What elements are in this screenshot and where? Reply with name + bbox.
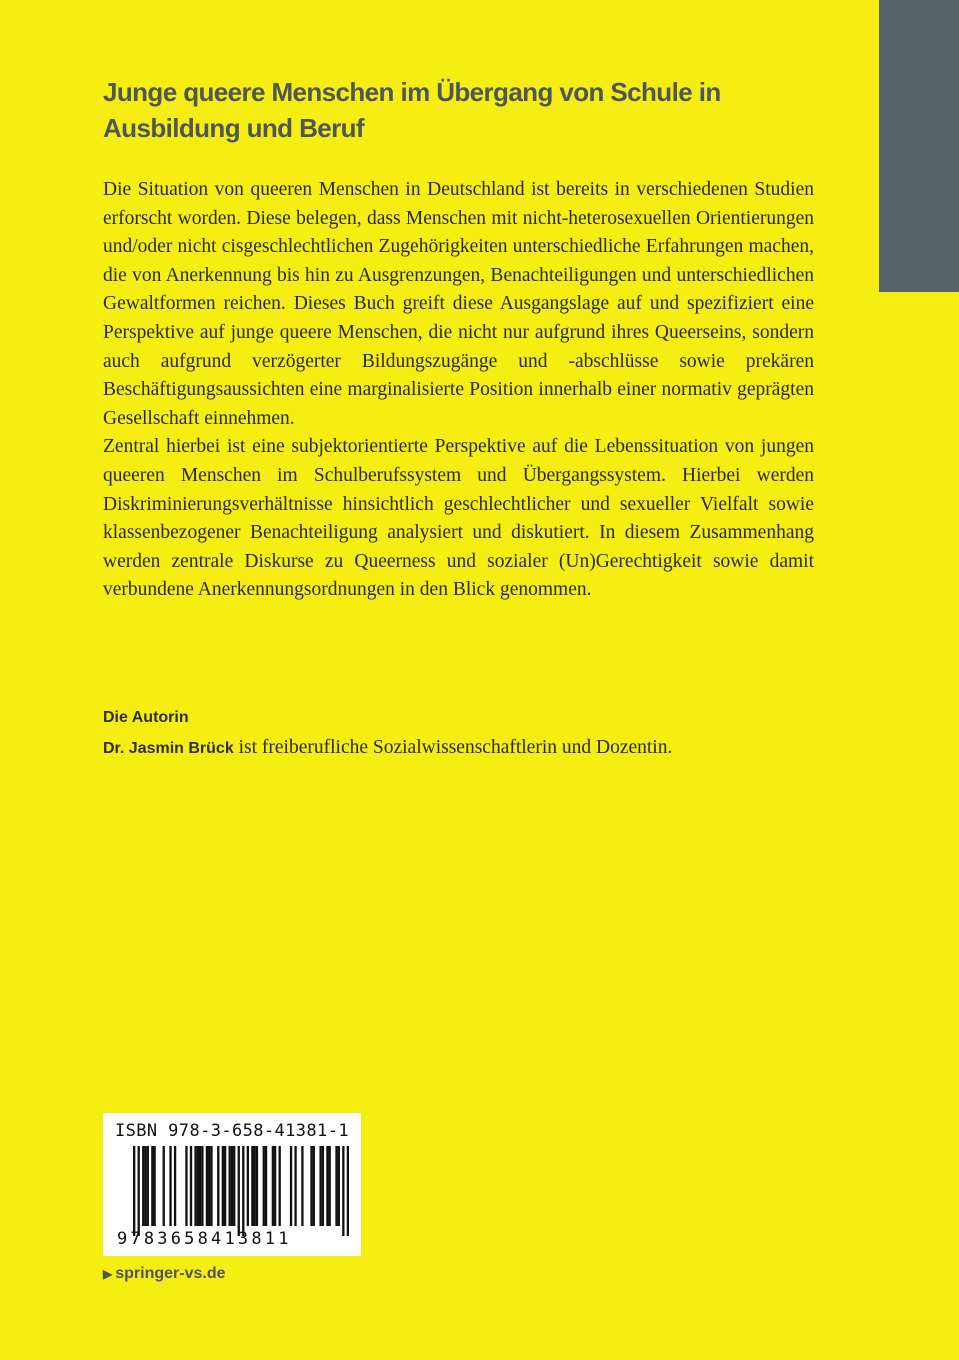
barcode-bar (201, 1146, 203, 1226)
barcode-bar (190, 1146, 192, 1226)
barcode-bar (326, 1146, 328, 1226)
barcode-bar (151, 1146, 153, 1226)
barcode-bar (228, 1146, 230, 1226)
author-heading: Die Autorin (103, 709, 189, 726)
barcode-bar (272, 1146, 274, 1226)
barcode-bar (310, 1146, 312, 1226)
barcode-bar (133, 1146, 135, 1236)
author-bio-text: ist freiberufliche Sozialwissenschaftlerin und Dozentin. (233, 737, 673, 758)
barcode-bar (142, 1146, 144, 1226)
publisher-url: springer-vs.de (115, 1265, 226, 1282)
author-name: Dr. Jasmin Brück (103, 740, 234, 757)
barcode-bar (174, 1146, 176, 1226)
barcode-bar (265, 1146, 267, 1226)
barcode-bar (313, 1146, 315, 1226)
barcode-bar (247, 1146, 249, 1226)
barcode-bars (133, 1146, 349, 1236)
barcode-bar (233, 1146, 235, 1226)
barcode-bar (210, 1146, 212, 1226)
barcode-bar (224, 1146, 226, 1226)
barcode-bar (329, 1146, 331, 1226)
blurb (103, 176, 814, 605)
barcode-bar (347, 1146, 349, 1236)
barcode-bar (263, 1146, 265, 1226)
barcode-bar (256, 1146, 258, 1226)
barcode-bar (217, 1146, 219, 1226)
barcode (103, 1113, 361, 1256)
barcode-bar (206, 1146, 208, 1226)
publisher-link[interactable] (103, 1263, 226, 1285)
barcode-bar (279, 1146, 281, 1226)
barcode-bar (163, 1146, 165, 1226)
barcode-bar (199, 1146, 201, 1226)
barcode-bar (197, 1146, 199, 1226)
barcode-bar (254, 1146, 256, 1226)
barcode-bar (251, 1146, 253, 1226)
isbn-label: ISBN 978-3-658-41381-1 (115, 1121, 349, 1141)
barcode-bar (153, 1146, 155, 1226)
blurb-paragraph-1: Die Situation von queeren Menschen in Deutschland ist bereits in verschiedenen Studien erforscht worden. Diese belegen, dass Menschen mit nicht-heterosexuellen Orientierungen und/oder nicht cisgeschlechtlichen Zugehörigkeiten unterschiedliche Erfahrungen machen, die von Anerkennung bis hin zu Ausgrenzungen, Benachteiligungen und unterschiedlichen Gewaltformen reichen. Dieses Buch greift diese Ausgangslage auf und spezifiziert eine Perspektive auf junge queere Menschen, die nicht nur aufgrund ihres Queerseins, sondern auch aufgrund verzögerter Bildungszugänge und -abschlüsse sowie prekären Beschäftigungsaussichten eine marginalisierte Position innerhalb einer normativ geprägten Gesellschaft einnehmen. (103, 179, 814, 429)
barcode-bar (169, 1146, 171, 1226)
barcode-bar (322, 1146, 324, 1226)
author-bio (103, 734, 863, 763)
barcode-bar (144, 1146, 146, 1226)
barcode-bar (138, 1146, 140, 1236)
blurb-paragraph-2: Zentral hierbei ist eine subjektorientierte Perspektive auf die Lebenssituation von jungen queeren Menschen im Schulberufssystem und Übergangssystem. Hierbei werden Diskriminierungsverhältnisse hinsichtlich geschlechtlicher und sexueller Vielfalt sowie klassenbezogener Benachteiligung analysiert und diskutiert. In diesem Zusammenhang werden zentrale Diskurse zu Queerness und sozialer (Un)Gerechtigkeit sowie damit verbundene Anerkennungsordnungen in den Blick genommen. (103, 436, 814, 601)
barcode-bar (194, 1146, 196, 1226)
barcode-digits: 9783658413811 (117, 1229, 292, 1249)
barcode-bar (294, 1146, 296, 1226)
spine-tab (879, 0, 959, 292)
barcode-bar (185, 1146, 187, 1226)
barcode-bar (338, 1146, 340, 1226)
barcode-bar (290, 1146, 292, 1226)
barcode-bar (335, 1146, 337, 1226)
triangle-right-icon: ▶ (103, 1267, 113, 1281)
barcode-bar (274, 1146, 276, 1226)
barcode-bar (222, 1146, 224, 1226)
book-title: Junge queere Menschen im Übergang von Schule in Ausbildung und Beruf (103, 77, 721, 143)
barcode-bar (238, 1146, 240, 1236)
barcode-bar (208, 1146, 210, 1226)
barcode-bar (342, 1146, 344, 1236)
barcode-bar (319, 1146, 321, 1226)
barcode-bar (231, 1146, 233, 1226)
barcode-bar (242, 1146, 244, 1236)
barcode-bar (301, 1146, 303, 1226)
barcode-bar (147, 1146, 149, 1226)
